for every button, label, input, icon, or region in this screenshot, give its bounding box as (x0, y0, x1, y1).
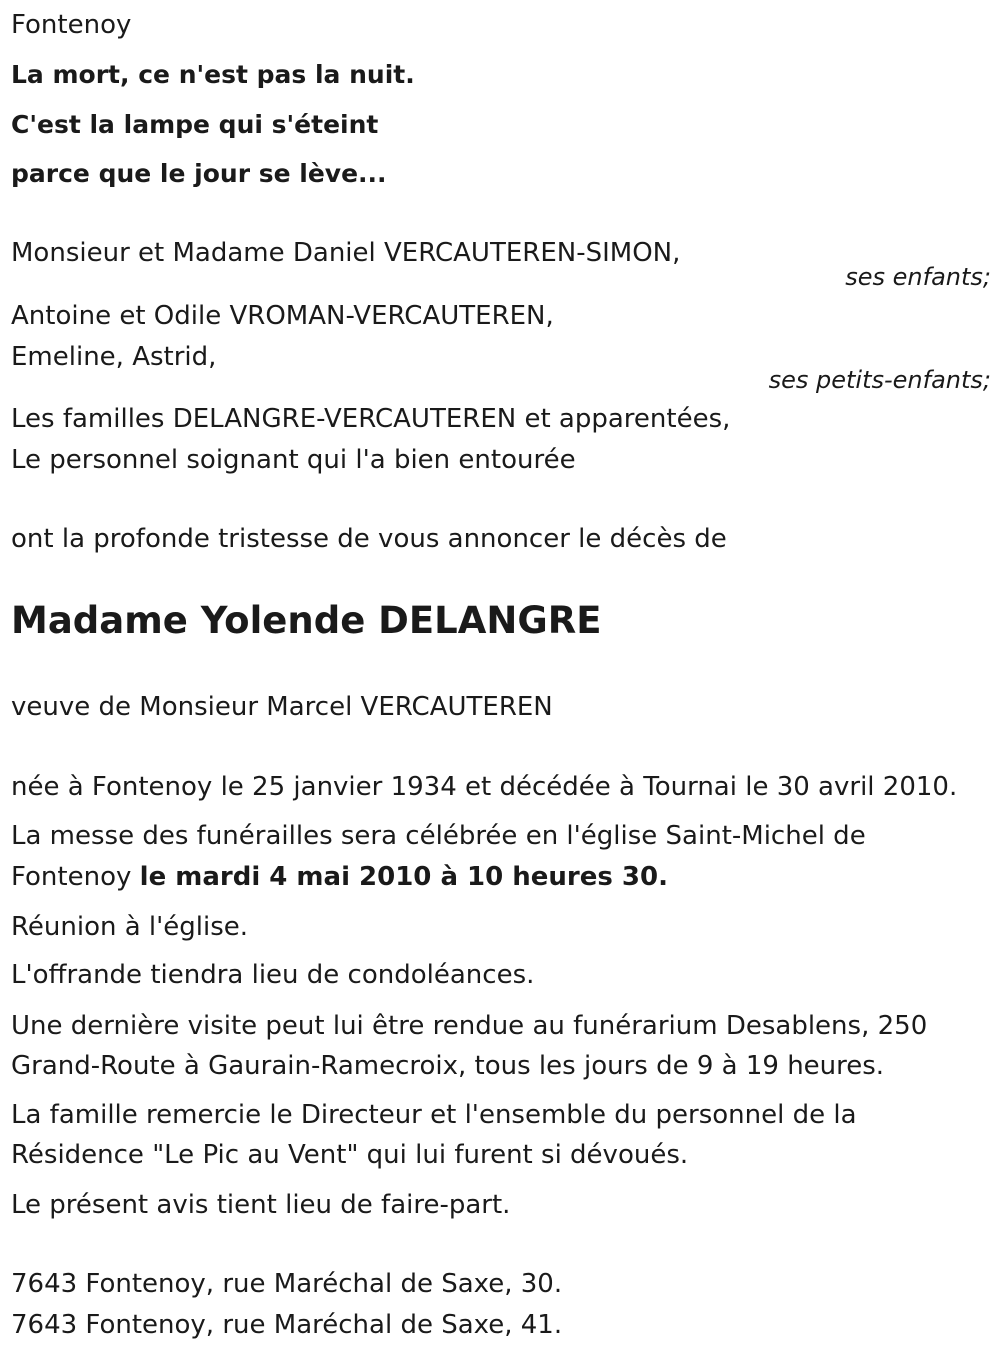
children-role: ses enfants; (845, 263, 991, 291)
mass-line-1: La messe des funérailles sera célébrée en l'église Saint-Michel de (11, 821, 866, 851)
grandchildren-line-2: Emeline, Astrid, (11, 342, 217, 372)
poem-line-1: La mort, ce n'est pas la nuit. (11, 60, 415, 89)
thanks-line-1: La famille remercie le Directeur et l'ensemble du personnel de la (11, 1100, 857, 1130)
birth-death-dates: née à Fontenoy le 25 janvier 1934 et décédée à Tournai le 30 avril 2010. (11, 772, 958, 802)
grandchildren-line-1: Antoine et Odile VROMAN-VERCAUTEREN, (11, 301, 554, 331)
deceased-name: Madame Yolende DELANGRE (11, 599, 602, 642)
header-place: Fontenoy (11, 10, 132, 40)
visit-line-2: Grand-Route à Gaurain-Ramecroix, tous les jours de 9 à 19 heures. (11, 1051, 885, 1081)
families-line: Les familles DELANGRE-VERCAUTEREN et apparentées, (11, 404, 731, 434)
meeting-line: Réunion à l'église. (11, 912, 249, 942)
offering-line: L'offrande tiendra lieu de condoléances. (11, 960, 535, 990)
announcement-intro: ont la profonde tristesse de vous annoncer le décès de (11, 524, 727, 554)
mass-date: le mardi 4 mai 2010 à 10 heures 30. (139, 862, 668, 892)
poem-line-2: C'est la lampe qui s'éteint (11, 110, 379, 139)
grandchildren-role: ses petits-enfants; (768, 366, 991, 394)
visit-line-1: Une dernière visite peut lui être rendue au funérarium Desablens, 250 (11, 1011, 928, 1041)
address-1: 7643 Fontenoy, rue Maréchal de Saxe, 30. (11, 1269, 563, 1299)
poem-line-3: parce que le jour se lève... (11, 159, 387, 188)
address-2: 7643 Fontenoy, rue Maréchal de Saxe, 41. (11, 1310, 563, 1340)
staff-line: Le personnel soignant qui l'a bien entourée (11, 445, 576, 475)
mass-place: Fontenoy (11, 862, 132, 892)
mass-line-2 (11, 861, 668, 893)
thanks-line-2: Résidence "Le Pic au Vent" qui lui furent si dévoués. (11, 1140, 689, 1170)
children-name: Monsieur et Madame Daniel VERCAUTEREN-SIMON, (11, 238, 681, 268)
widow-of: veuve de Monsieur Marcel VERCAUTEREN (11, 692, 553, 722)
notice-line: Le présent avis tient lieu de faire-part. (11, 1190, 511, 1220)
